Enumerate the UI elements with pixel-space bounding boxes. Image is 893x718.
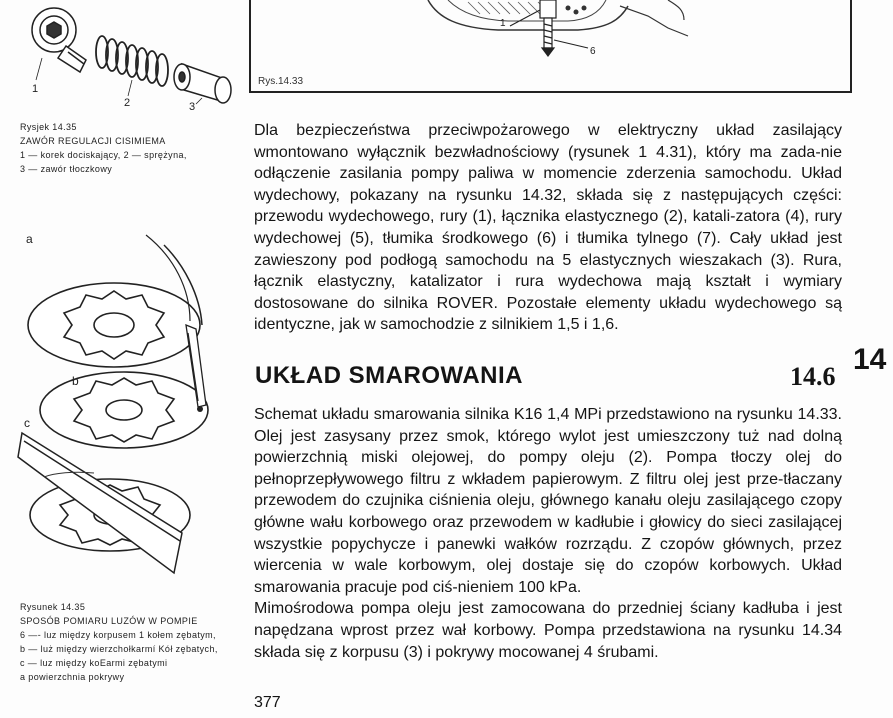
caption-valve-line: 3 — zawór tłoczkowy [20,164,113,174]
panel-label-c: c [24,416,30,430]
figure-14-33-fragment [248,0,853,95]
chapter-tab: 14 [853,343,887,376]
callout-6-top: 6 [590,46,596,57]
valve-callout-2: 2 [124,97,131,109]
caption-gauge-line: 6 —- luz między korpusem 1 kołem zębatym, [20,630,216,640]
caption-gauge-line: c — luz między koEarmi zębatymi [20,658,168,668]
caption-gauge-title: Rysunek 14.35 [20,602,86,612]
caption-valve [20,120,240,176]
page-number: 377 [254,694,281,711]
paragraph-text: Mimośrodowa pompa oleju jest zamocowana do przedniej ściany kadłuba i jest napędzana wprost przez wał korbowy. Pompa przedstawiona na rysunku 14.34 składa się z korpusu (3) i pokrywy mocowanej 4 śrubami. [254,600,842,661]
caption-gauge-line: b — luż między wierzchołkarmí Kół zębatych, [20,644,218,654]
valve-callout-1: 1 [32,83,39,95]
panel-label-b: b [72,374,79,388]
callout-1-top: 1 [500,18,506,29]
paragraph-exhaust [254,120,842,336]
section-number: 14.6 [790,362,836,391]
caption-valve-line: 1 — korek dociskający, 2 — sprężyna, [20,150,187,160]
valve-callout-3: 3 [189,101,196,113]
figure-label: Rys.14.33 [258,76,304,87]
caption-gauge-heading: SPOSÓB POMIARU LUZÓW W POMPIE [20,616,198,626]
pump-clearance-drawing [14,225,234,600]
section-title: UKŁAD SMAROWANIA [255,362,523,389]
panel-label-a: a [26,232,33,246]
paragraph-lubrication [254,404,842,663]
caption-gauge [20,600,250,684]
caption-valve-heading: ZAWÓR REGULACJI CISIMIEMA [20,136,166,146]
paragraph-text: Schemat układu smarowania silnika K16 1,4 MPi przedstawiono na rysunku 14.33. Olej jest zasysany przez smok, którego wylot jest umieszczony tuż nad dolną powierzchnią miski olejowej, do pompy oleju (2). Pompa tłoczy olej do pełnoprzepływowego filtru z wkładem papierowym. Z filtru olej jest prze-tłaczany przewodem do czujnika ciśnienia oleju, głównego kanału oleju zasilającego czopy główne wału korbowego oraz przewodem w kadłubie i głowicy do sieci zasilającej wszystkie popychycze i panewki wałków rozrządu. Z czopów głównych, przez wiercenia w wale korbowym, olej dostaje się do czopów korbowych. Układ smarowania pracuje pod ciś-nieniem 100 kPa. [254,406,842,596]
caption-gauge-line: a powierzchnia pokrywy [20,672,125,682]
caption-valve-title: Rysjek 14.35 [20,122,77,132]
paragraph-text: Dla bezpieczeństwa przeciwpożarowego w elektryczny układ zasilający wmontowano wyłącznik bezwładnościowy (rysunek 1 4.31), który ma zada-nie odłączenie zasilania pompy paliwa w momencie zderzenia samochodu. Układ wydechowy, pokazany na rysunku 14.32, składa się z następujących części: przewodu wydechowego, rury (1), łącznika elastycznego (2), katali-zatora (4), rury wydechowej (5), tłumika środkowego (6) i tłumika tylnego (7). Cały układ jest zawieszony pod podłogą samochodu na 5 elastycznych wieszakach (3). Rura, łącznik elastyczny, katalizator i rura wydechowa mają kształt i wymiary dostosowane do silnika ROVER. Pozostałe elementy układu wydechowego są identyczne, jak w samochodzie z silnikiem 1,5 i 1,6. [254,122,842,334]
valve-assembly-drawing [14,0,249,112]
